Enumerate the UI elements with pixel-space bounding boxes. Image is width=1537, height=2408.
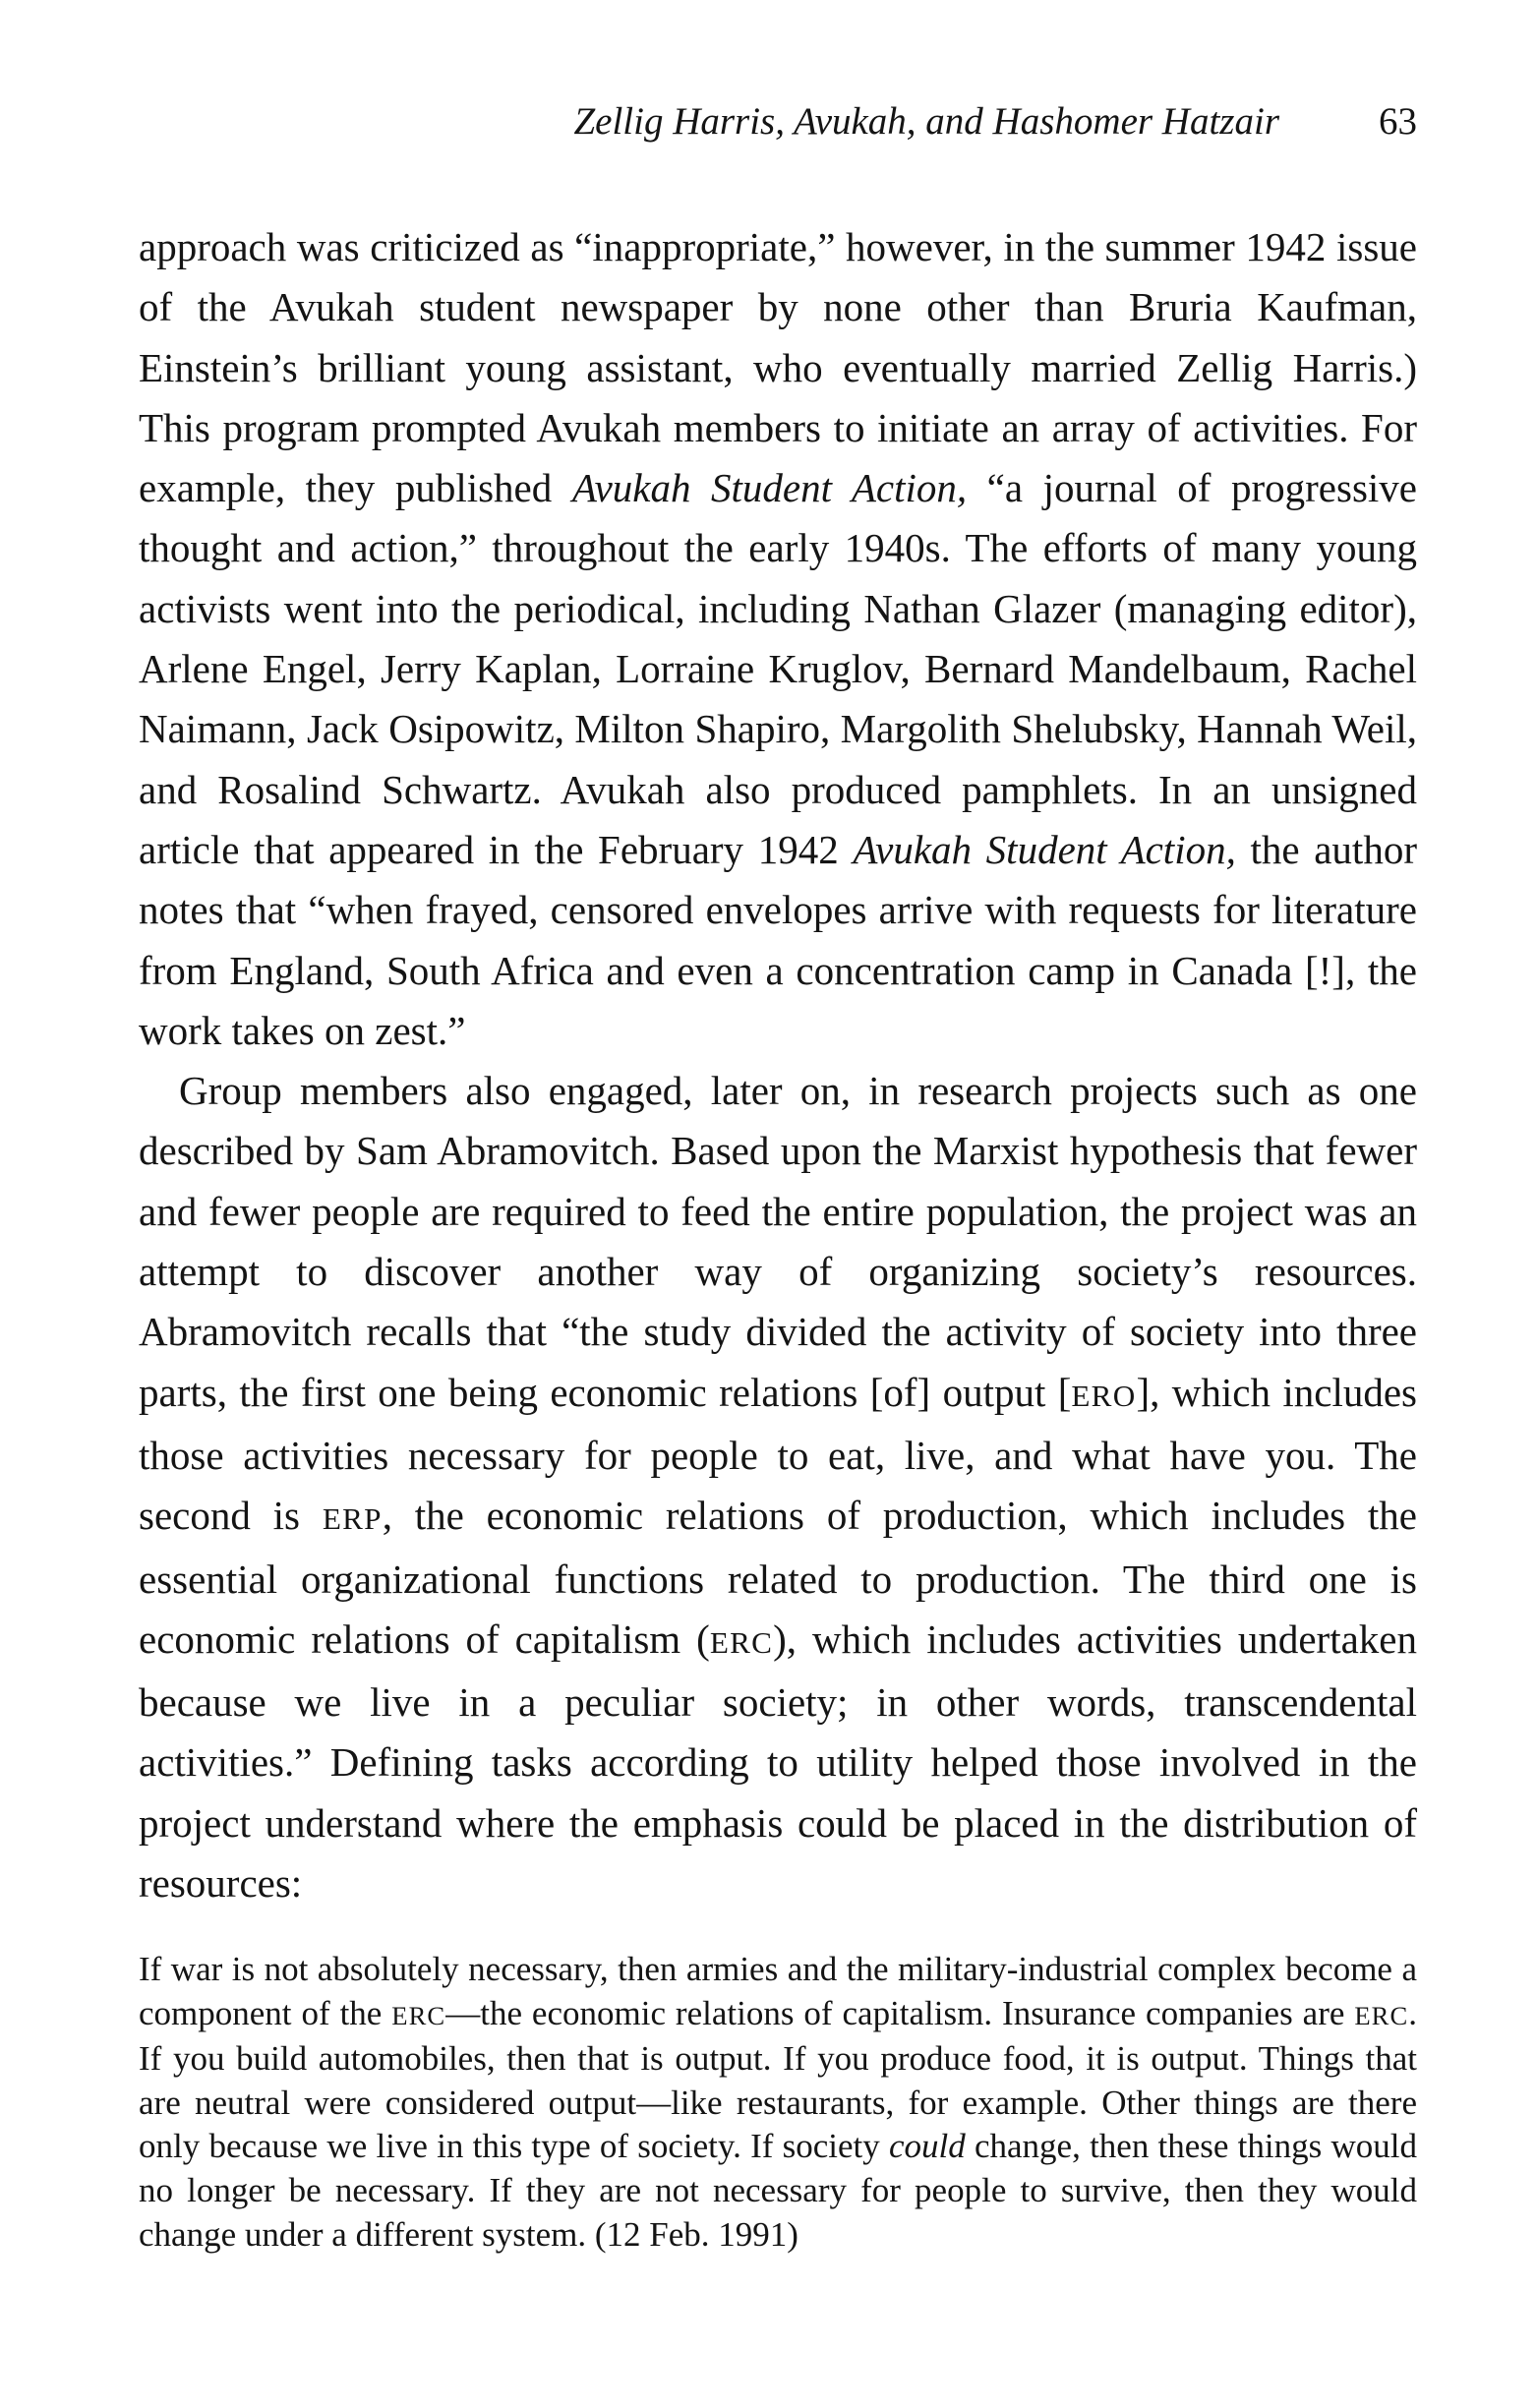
paragraph-2	[139, 1061, 1417, 1913]
block-quote-text-b: —the economic relations of capitalism. Insurance companies are	[445, 1993, 1355, 2032]
publication-title: Avukah Student Action,	[853, 826, 1236, 872]
paragraph-2-text-b: ], which includes those activities necessary for people to eat, live, and what have you. The second is	[139, 1369, 1417, 1539]
block-quote	[139, 1948, 1417, 2257]
paragraph-2-text-c: , the economic relations of production, which includes the essential organizational functions related to production. The third one is economic relations of capitalism (	[139, 1493, 1417, 1662]
paragraph-2-text-d: ), which includes activities undertaken because we live in a peculiar society; in other words, transcendental activities.” Defining tasks according to utility helped those involved in the project understand where the emphasis could be placed in the distribution of resources:	[139, 1615, 1417, 1907]
block-quote-text-a: If war is not absolutely necessary, then armies and the military-industrial complex become a component of the	[139, 1950, 1417, 2032]
paragraph-2-text-a: Group members also engaged, later on, in research projects such as one described by Sam Abramovitch. Based upon the Marxist hypothesis that fewer and fewer people are required to feed the entire population, the project was an attempt to discover another way of organizing society’s resources. Abramovitch recalls that “the study divided the activity of society into three parts, the first one being economic relations [of] output [	[139, 1068, 1417, 1415]
abbreviation-erp: ERP	[322, 1501, 383, 1537]
page-number: 63	[1379, 100, 1417, 143]
paragraph-1-text-c: the author notes that “when frayed, censored envelopes arrive with requests for literature from England, South Africa and even a concentration camp in Canada [!], the work takes on zest.”	[139, 826, 1417, 1053]
abbreviation-erc: ERC	[391, 2000, 446, 2030]
page-content	[139, 0, 1417, 2408]
publication-title: Avukah Student Action,	[571, 465, 968, 511]
abbreviation-ero: ERO	[1071, 1378, 1137, 1413]
running-title: Zellig Harris, Avukah, and Hashomer Hatzair	[573, 100, 1279, 143]
paragraph-1	[139, 217, 1417, 1061]
running-head	[139, 92, 1417, 151]
emphasis-could: could	[889, 2127, 966, 2166]
block-quote-text-c: . If you build automobiles, then that is output. If you produce food, it is output. Things that are neutral were considered output—like restaurants, for example. Other things are there only because we live in this type of society. If society	[139, 1993, 1418, 2166]
abbreviation-erc: ERC	[709, 1624, 774, 1660]
paragraph-1-text-a: approach was criticized as “inappropriate,” however, in the summer 1942 issue of the Avukah student newspaper by none other than Bruria Kaufman, Einstein’s brilliant young assistant, who eventually married Zellig Harris.) This program prompted Avukah members to initiate an array of activities. For example, they published	[139, 224, 1417, 511]
paragraph-1-text-b: “a journal of progressive thought and action,” throughout the early 1940s. The efforts of many young activists went into the periodical, including Nathan Glazer (managing editor), Arlene Engel, Jerry Kaplan, Lorraine Kruglov, Bernard Mandelbaum, Rachel Naimann, Jack Osipowitz, Milton Shapiro, Margolith Shelubsky, Hannah Weil, and Rosalind Schwartz. Avukah also produced pamphlets. In an unsigned article that appeared in the February 1942	[139, 465, 1417, 872]
body-text	[139, 217, 1417, 1913]
block-quote-text-d: change, then these things would no longer be necessary. If they are not necessary for people to survive, then they would change under a different system. (12 Feb. 1991)	[139, 2127, 1417, 2254]
abbreviation-erc: ERC	[1354, 2000, 1409, 2030]
